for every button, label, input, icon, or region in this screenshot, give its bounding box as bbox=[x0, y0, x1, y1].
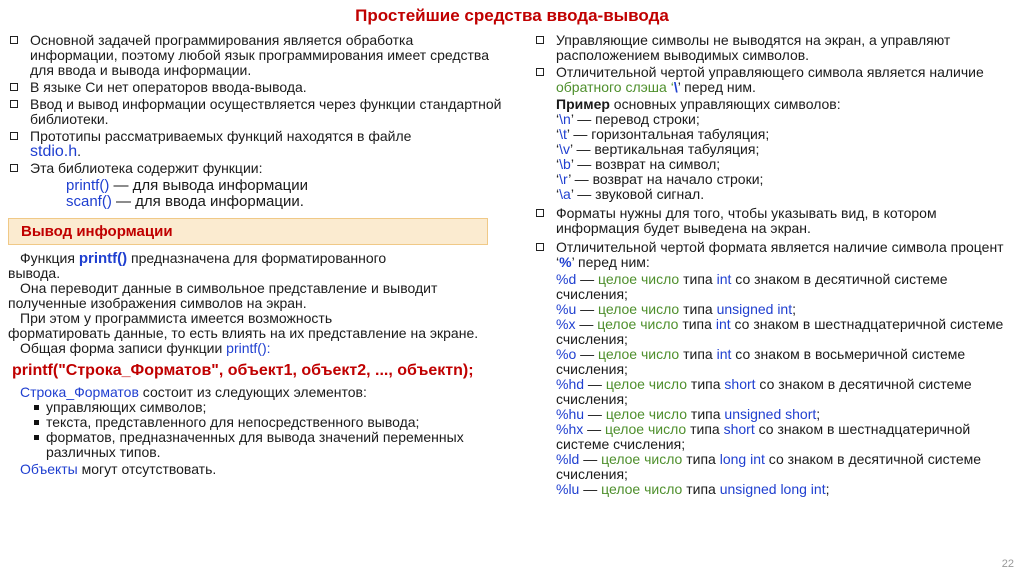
dash: — bbox=[583, 421, 606, 437]
section-heading: Вывод информации bbox=[8, 218, 488, 245]
paragraph bbox=[8, 462, 503, 477]
type-word: типа bbox=[678, 316, 716, 332]
format-spec: %ld bbox=[556, 451, 580, 467]
control-char-desc: — вертикальная табуляция; bbox=[572, 141, 760, 157]
paragraph bbox=[8, 341, 503, 356]
left-column bbox=[8, 33, 503, 477]
format-item bbox=[534, 317, 1014, 347]
control-char-item bbox=[534, 142, 1014, 157]
control-char-desc: — возврат на начало строки; bbox=[570, 171, 764, 187]
type-name: int bbox=[716, 346, 732, 362]
type-word: типа bbox=[679, 346, 717, 362]
format-rest: ; bbox=[792, 301, 797, 317]
checkbox-bullet-icon bbox=[10, 36, 18, 44]
checkbox-bullet-icon bbox=[536, 68, 544, 76]
format-spec: %hu bbox=[556, 406, 585, 422]
bullet-item bbox=[8, 80, 503, 95]
header-filename: stdio.h bbox=[30, 143, 78, 160]
format-spec: %d bbox=[556, 271, 577, 287]
page-number: 22 bbox=[1001, 558, 1014, 570]
text: предназначена для форматированного bbox=[127, 250, 387, 266]
paragraph bbox=[8, 385, 503, 400]
bullet-item bbox=[8, 161, 503, 176]
value-kind: целое число bbox=[601, 451, 683, 467]
paragraph: вывода. bbox=[8, 265, 61, 281]
format-rest: со знаком в десятичной системе счисления; bbox=[556, 376, 972, 407]
format-string-term: Строка_Форматов bbox=[20, 384, 139, 400]
quote: ‘ bbox=[556, 126, 560, 142]
type-name: short bbox=[724, 376, 756, 392]
checkbox-bullet-icon bbox=[10, 132, 18, 140]
quote: ‘ bbox=[556, 141, 560, 157]
type-word: типа bbox=[679, 271, 717, 287]
format-list bbox=[534, 272, 1014, 497]
quote: ‘ bbox=[556, 156, 560, 172]
format-item bbox=[534, 302, 1014, 317]
format-spec: %lu bbox=[556, 481, 580, 497]
function-name: scanf() bbox=[66, 193, 112, 210]
type-name: int bbox=[715, 316, 731, 332]
control-char-item bbox=[534, 187, 1014, 202]
list-item-text: управляющих символов; bbox=[46, 399, 207, 415]
quote: ’ bbox=[570, 141, 573, 157]
bullet-text: В языке Си нет операторов ввода-вывода. bbox=[30, 79, 307, 95]
control-char-code: \t bbox=[559, 126, 567, 142]
format-spec: %o bbox=[556, 346, 577, 362]
quote: ’ bbox=[570, 156, 574, 172]
quote: ‘ bbox=[556, 186, 560, 202]
value-kind: целое число bbox=[598, 301, 680, 317]
control-char-code: \n bbox=[559, 111, 571, 127]
quote: ’ bbox=[566, 126, 570, 142]
control-char-item bbox=[534, 112, 1014, 127]
format-rest: со знаком в десятичной системе счисления; bbox=[556, 271, 948, 302]
bullet-text: Ввод и вывод информации осуществляется через функции стандартной библиотеки. bbox=[30, 96, 502, 127]
function-name: printf(): bbox=[226, 340, 271, 356]
bullet-item bbox=[534, 65, 1014, 95]
dash: — bbox=[584, 406, 606, 422]
format-item bbox=[534, 422, 1014, 452]
dash: — bbox=[575, 316, 598, 332]
dash: — bbox=[579, 451, 602, 467]
bullet-item bbox=[534, 33, 1014, 63]
list-item bbox=[8, 400, 503, 415]
dash: — bbox=[584, 376, 606, 392]
list-item-text: форматов, предназначенных для вывода значений переменных различных типов. bbox=[46, 429, 464, 460]
right-column bbox=[534, 33, 1014, 497]
quote: ‘ bbox=[556, 171, 560, 187]
text: Отличительной чертой управляющего символа является наличие bbox=[556, 64, 984, 80]
type-word: типа bbox=[682, 451, 720, 467]
list-item bbox=[8, 430, 503, 460]
type-name: unsigned short bbox=[724, 406, 817, 422]
quote: ’ bbox=[570, 111, 574, 127]
checkbox-bullet-icon bbox=[10, 83, 18, 91]
format-item bbox=[534, 407, 1014, 422]
format-rest: ; bbox=[825, 481, 830, 497]
checkbox-bullet-icon bbox=[10, 100, 18, 108]
checkbox-bullet-icon bbox=[10, 164, 18, 172]
format-rest: со знаком в восьмеричной системе счисления; bbox=[556, 346, 966, 377]
type-word: типа bbox=[687, 376, 725, 392]
percent-symbol: % bbox=[559, 254, 572, 270]
control-char-desc: — возврат на символ; bbox=[573, 156, 721, 172]
control-char-code: \v bbox=[559, 141, 571, 157]
function-name: printf() bbox=[78, 250, 128, 267]
bullet-text: Управляющие символы не выводятся на экран, а управляют расположением выводимых символов. bbox=[556, 32, 951, 63]
control-char-desc: — горизонтальная табуляция; bbox=[569, 126, 770, 142]
printf-syntax: printf("Строка_Форматов", объект1, объект2, ..., объектn); bbox=[12, 362, 474, 379]
type-word: типа bbox=[682, 481, 720, 497]
text: состоит из следующих элементов: bbox=[138, 384, 367, 400]
control-char-item bbox=[534, 157, 1014, 172]
control-char-code: \a bbox=[559, 186, 571, 202]
type-name: unsigned int bbox=[716, 301, 793, 317]
control-char-code: \r bbox=[559, 171, 569, 187]
format-spec: %x bbox=[556, 316, 576, 332]
quote: ’ bbox=[570, 186, 574, 202]
value-kind: целое число bbox=[598, 271, 680, 287]
backslash-symbol: \ bbox=[673, 79, 678, 95]
bullet-text: Основной задачей программирования является обработка информации, поэтому любой язык программирования имеет средства для ввода и вывода информации. bbox=[30, 32, 489, 78]
page-title: Простейшие средства ввода-вывода bbox=[355, 6, 669, 25]
backslash-term: обратного слэша bbox=[556, 79, 667, 95]
type-name: short bbox=[723, 421, 755, 437]
control-char-item bbox=[534, 172, 1014, 187]
period: . bbox=[77, 143, 82, 159]
text: Отличительной чертой формата является наличие символа процент ‘ bbox=[556, 239, 1004, 270]
value-kind: целое число bbox=[597, 316, 679, 332]
square-bullet-icon bbox=[34, 405, 39, 410]
control-char-desc: — перевод строки; bbox=[573, 111, 700, 127]
bullet-item bbox=[8, 129, 503, 159]
quote: ’ bbox=[568, 171, 571, 187]
format-spec: %u bbox=[556, 301, 577, 317]
list-item-text: текста, представленного для непосредственного вывода; bbox=[46, 414, 420, 430]
paragraph: полученные изображения символов на экран. bbox=[8, 295, 307, 311]
type-word: типа bbox=[686, 421, 724, 437]
text: ‘ bbox=[666, 79, 674, 95]
value-kind: целое число bbox=[598, 346, 680, 362]
control-char-list bbox=[534, 112, 1014, 202]
function-name: printf() bbox=[66, 177, 110, 194]
bullet-item bbox=[534, 206, 1014, 236]
type-word: типа bbox=[679, 301, 717, 317]
bullet-item bbox=[8, 33, 503, 78]
dash: — bbox=[579, 481, 602, 497]
value-kind: целое число bbox=[605, 421, 687, 437]
format-rest: ; bbox=[816, 406, 821, 422]
objects-term: Объекты bbox=[20, 461, 78, 477]
text: основных управляющих символов: bbox=[609, 96, 841, 112]
format-item bbox=[534, 347, 1014, 377]
format-rest: со знаком в шестнадцатеричной системе счисления; bbox=[556, 421, 971, 452]
function-desc: — для ввода информации. bbox=[111, 193, 304, 210]
control-char-item bbox=[534, 127, 1014, 142]
function-line bbox=[8, 194, 503, 210]
text: Функция bbox=[20, 250, 79, 266]
value-kind: целое число bbox=[605, 406, 688, 422]
text: Общая форма записи функции bbox=[20, 340, 227, 356]
format-rest: со знаком в десятичной системе счисления; bbox=[556, 451, 982, 482]
type-name: int bbox=[716, 271, 732, 287]
checkbox-bullet-icon bbox=[536, 243, 544, 251]
format-spec: %hx bbox=[556, 421, 584, 437]
text: ’ перед ним: bbox=[571, 254, 650, 270]
paragraph: Она переводит данные в символьное представление и выводит bbox=[20, 280, 438, 296]
paragraph: При этом у программиста имеется возможность bbox=[20, 310, 333, 326]
format-spec: %hd bbox=[556, 376, 585, 392]
format-rest: со знаком в шестнадцатеричной системе счисления; bbox=[556, 316, 1004, 347]
text: ’ перед ним. bbox=[677, 79, 756, 95]
control-char-desc: — звуковой сигнал. bbox=[573, 186, 705, 202]
checkbox-bullet-icon bbox=[536, 36, 544, 44]
bullet-text: Форматы нужны для того, чтобы указывать вид, в котором информация будет выведена на экран. bbox=[556, 205, 937, 236]
format-item bbox=[534, 482, 1014, 497]
format-item bbox=[534, 377, 1014, 407]
format-item bbox=[534, 272, 1014, 302]
square-bullet-icon bbox=[34, 435, 39, 440]
square-bullet-icon bbox=[34, 420, 39, 425]
type-name: unsigned long int bbox=[719, 481, 826, 497]
example-caption bbox=[534, 97, 1014, 112]
bullet-item bbox=[8, 97, 503, 127]
value-kind: целое число bbox=[605, 376, 688, 392]
example-label: Пример bbox=[556, 96, 610, 112]
dash: — bbox=[576, 301, 599, 317]
dash: — bbox=[576, 346, 599, 362]
dash: — bbox=[576, 271, 599, 287]
bullet-text: Эта библиотека содержит функции: bbox=[30, 160, 263, 176]
text: могут отсутствовать. bbox=[77, 461, 217, 477]
bullet-text: Прототипы рассматриваемых функций находятся в файле bbox=[30, 128, 412, 144]
function-desc: — для вывода информации bbox=[109, 177, 308, 194]
type-name: long int bbox=[719, 451, 765, 467]
paragraph: форматировать данные, то есть влиять на их представление на экране. bbox=[8, 325, 479, 341]
format-item bbox=[534, 452, 1014, 482]
type-word: типа bbox=[687, 406, 725, 422]
bullet-item bbox=[534, 240, 1014, 270]
function-line bbox=[8, 178, 503, 194]
paragraph bbox=[8, 251, 503, 266]
list-item bbox=[8, 415, 503, 430]
quote: ‘ bbox=[556, 111, 560, 127]
control-char-code: \b bbox=[559, 156, 571, 172]
value-kind: целое число bbox=[601, 481, 683, 497]
checkbox-bullet-icon bbox=[536, 209, 544, 217]
